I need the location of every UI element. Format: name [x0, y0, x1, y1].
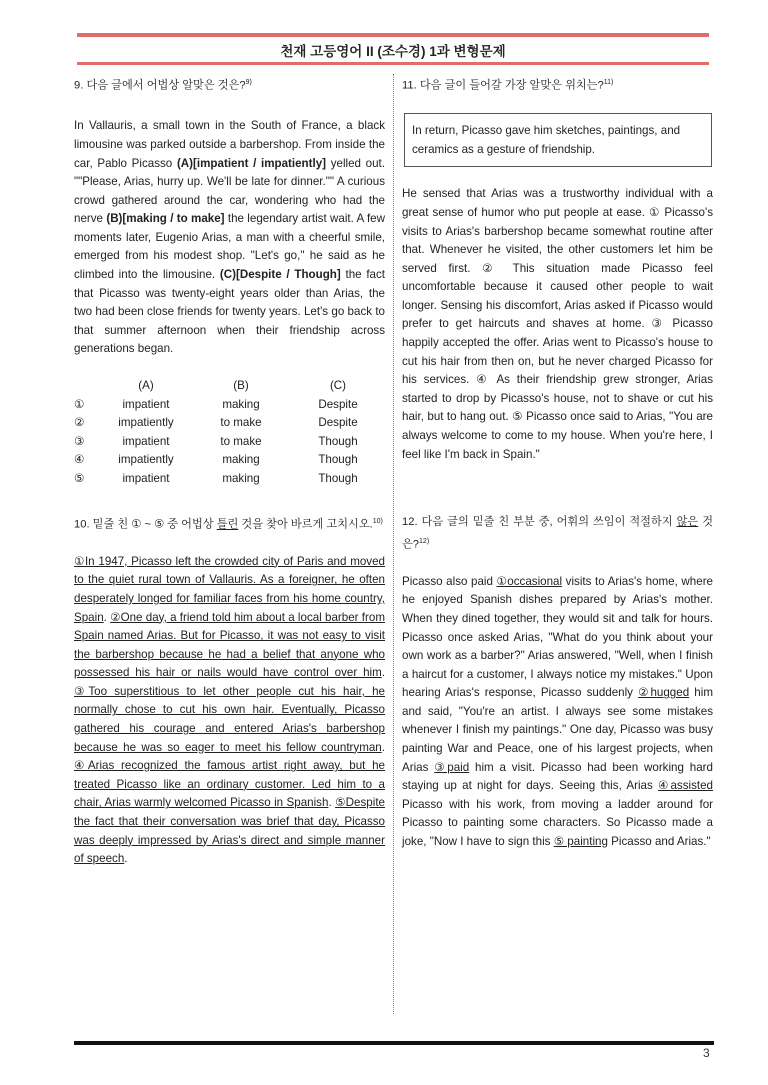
header-rule-top	[77, 33, 709, 37]
question-12-passage: Picasso also paid ①occasional visits to Arias's home, where he enjoyed Spanish dishes prepared by Arias's mother. When they dined together, they would sit and talk for hours. Picasso once asked Arias, "What do you think about your own work as a barber?" Arias answered, "Well, when I finish a haircut for a customer, I always notice my mistakes." Upon hearing Arias's response, Picasso suddenly ②hugged him and said, "You're an artist. I always see some mistakes whenever I finish my paintings." One day, Picasso was busy painting War and Peace, one of his largest projects, when Arias ③paid him a visit. Picasso had been working hard staying up at night for days. Seeing this, Arias ④assisted Picasso with his work, from moving a ladder around for Picasso to painting some characters. So Picasso made a joke, "Now I have to sign this ⑤ painting Picasso and Arias."	[402, 574, 713, 849]
question-9-choices	[74, 377, 382, 489]
column-divider	[393, 74, 394, 1014]
choice-row: ⑤ impatient making Though	[74, 472, 358, 486]
option-c: (C)[Despite / Though]	[219, 268, 341, 282]
header-rule-bottom	[77, 62, 709, 65]
underlined-sentence-5: ⑤Despite the fact that their conversation was brief that day, Picasso was deeply impressed by Arias's direct and simple manner of speech	[74, 796, 385, 866]
footer-rule	[74, 1041, 714, 1045]
question-11-prompt: 11. 다음 글이 들어갈 가장 알맞은 위치는?$^{11)}$	[402, 79, 614, 92]
question-9-passage: In Vallauris, a small town in the South of France, a black limousine was parked outside a barbershop. From inside the car, Pablo Picasso (A)[impatient / impatiently] yelled out. ""Please, Arias, hurry up. We'll be late for dinner."" A curious crowd gathered around the car, wondering who had the nerve (B)[making / to make] the legendary artist wait. A few moments later, Eugenio Arias, a man with a cheerful smile, emerged from his modest shop. "Let's go," he said as he climbed into the limousine. (C)[Despite / Though] the fact that Picasso was twenty-eight years older than Arias, the two had been close friends for twenty years. Let's go back to that summer afternoon when their friendship across generations began.	[74, 119, 386, 356]
question-9-prompt: 9. 다음 글에서 어법상 알맞은 것은?$^{9)}$	[74, 79, 252, 92]
underlined-word-3: ③paid	[434, 760, 470, 774]
underlined-word-4: ④assisted	[658, 779, 713, 793]
question-12-prompt: 12. 다음 글의 밑줄 친 부분 중, 어휘의 쓰임이 적절하지 않은 것은?$^{12)}$	[402, 516, 714, 551]
choice-row: ② impatiently to make Despite	[74, 416, 358, 430]
question-11-passage: He sensed that Arias was a trustworthy individual with a great sense of humor who put people at ease. ① Picasso's visits to Arias's barbershop became somewhat routine after that. Whenever he visited, the other customers let him be served first. ② This situation made Picasso feel uncomfortable because it caused other people to wait longer. Sensing his discomfort, Arias asked if Picasso would prefer to get haircuts and shaves at home. ③ Picasso happily accepted the offer. Arias went to Picasso's house to cut his hair from then on, but he never charged Picasso for his services. ④ As their friendship grew stronger, Arias started to drop by Picasso's house, not to shave or cut his hair, but to hang out. ⑤ Picasso once said to Arias, "You are always welcome to come to my house. When you're here, I feel like I'm back in Spain."	[402, 187, 713, 461]
underlined-word-2: ②hugged	[638, 686, 690, 700]
underlined-sentence-3: ③Too superstitious to let other people cut his hair, he normally chose to cut his own hair. Eventually, Picasso gathered his courage and entered Arias's barbershop because he was so eager to meet his fellow countryman	[74, 684, 385, 754]
underlined-sentence-1: ①In 1947, Picasso left the crowded city of Paris and moved to the quiet rural town of Vallauris. As a foreigner, he often desperately longed for familiar faces from his home country, Spain	[74, 554, 385, 624]
choice-row: ④ impatiently making Though	[74, 453, 358, 467]
underlined-word-5: ⑤ painting	[553, 835, 608, 849]
option-a: (A)[impatient / impatiently]	[176, 156, 327, 170]
page-number: 3	[703, 1046, 710, 1060]
question-9	[74, 74, 385, 489]
insert-sentence-box: In return, Picasso gave him sketches, paintings, and ceramics as a gesture of friendship.	[404, 113, 712, 167]
question-10-prompt: 10. 밑줄 친 ① ~ ⑤ 중 어법상 틀린 것을 찾아 바르게 고치시오.$^{10)}$	[74, 518, 383, 531]
option-b: (B)[making / to make]	[106, 212, 225, 226]
choices-header: (A) (B) (C)	[138, 379, 347, 393]
choice-row: ③ impatient to make Though	[74, 434, 358, 448]
question-11	[402, 74, 713, 464]
underlined-word-1: ①occasional	[496, 574, 563, 588]
underlined-sentence-4: ④Arias recognized the famous artist right away, but he treated Picasso like an ordinary customer. Led him to a chair, Arias warmly welcomed Picasso in Spanish	[74, 759, 385, 810]
question-12	[402, 512, 713, 852]
underlined-sentence-2: ②One day, a friend told him about a local barber from Spain named Arias. But for Picasso, it was not easy to visit the barbershop because he had a belief that anyone who possessed his hair or nails would have control over him	[74, 610, 385, 680]
question-10	[74, 512, 385, 869]
page-title: 천재 고등영어 II (조수경) 1과 변형문제	[280, 44, 506, 59]
question-10-passage: ①In 1947, Picasso left the crowded city of Paris and moved to the quiet rural town of Vallauris. As a foreigner, he often desperately longed for familiar faces from his home country, Spain. ②One day, a friend told him about a local barber from Spain named Arias. But for Picasso, it was not easy to visit the barbershop because he had a belief that anyone who possessed his hair or nails would have control over him. ③Too superstitious to let other people cut his hair, he normally chose to cut his own hair. Eventually, Picasso gathered his courage and entered Arias's barbershop because he was so eager to meet his fellow countryman. ④Arias recognized the famous artist right away, but he treated Picasso like an ordinary customer. Led him to a chair, Arias warmly welcomed Picasso in Spanish. ⑤Despite the fact that their conversation was brief that day, Picasso was deeply impressed by Arias's direct and simple manner of speech.	[74, 554, 385, 866]
choice-row: ① impatient making Despite	[74, 397, 358, 411]
